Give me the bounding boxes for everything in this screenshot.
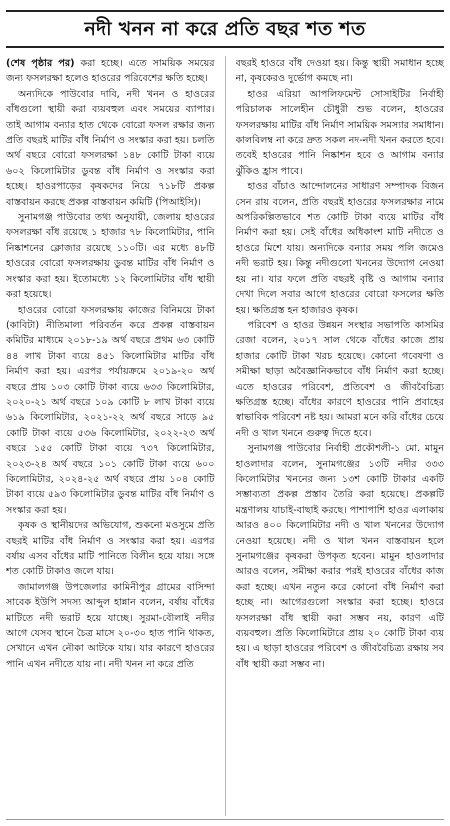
paragraph: সুনামগঞ্জ পাউবোর নির্বাহী প্রকৌশলী-১ মো. মামুন হাওলাদার বলেন, সুনামগঞ্জের ১৩টি নদীর ৩৩৩ কিলোমিটার খননের জন্য ১৩শ কোটি টাকার একটি সম্ভাব্যতা প্রকল্প প্রস্তাব তৈরি করা হয়েছে। প্রকল্পটি মন্ত্রণালয় যাচাই-বাছাই করছে। পাশাপাশি হাওর এলাকায় আরও ৪০০ কিলোমিটার নদী ও খাল খননের উদ্যোগ নেওয়া হয়েছে। নদী ও খাল খনন বাস্তবায়ন হলে সুনামগঞ্জের কৃষকরা উপকৃত হবেন। মামুন হাওলাদার আরও বলেন, সমীক্ষা করার পরই হাওরের বাঁধের কাজ করা হচ্ছে। এখন নতুন করে কোনো বাঁধ নির্মাণ করা হচ্ছে না। আগেরগুলো সংস্কার করা হচ্ছে। হাওরে ফসলরক্ষা বাঁধ স্থায়ী করা সম্ভব নয়, কারণ এটি ব্যয়বহুল। প্রতি কিলোমিটারে প্রায় ২০ কোটি টাকা ব্যয় হয়। এ ছাড়া হাওরের পরিবেশ ও জীববৈচিত্র্য রক্ষায় সব বাঁধ স্থায়ী করা সম্ভব না। xyxy=(235,443,444,670)
left-column xyxy=(6,56,215,816)
paragraph: হাওরের বোরো ফসলরক্ষায় কাজের বিনিময়ে টাকা (কাবিটা) নীতিমালা পরিবর্তন করে প্রকল্প বাস্তবায়ন কমিটির মাধ্যমে ২০১৮-১৯ অর্থ বছরে প্রথম ৬৩ কোটি ৪৪ লাখ টাকা ব্যয়ে ৪৫১ কিলোমিটার মাটির বাঁধ নির্মাণ করা হয়। এরপর পর্যায়ক্রমে ২০১৯-২০ অর্থ বছরে প্রায় ১০৩ কোটি টাকা ব্যয়ে ৬৩৩ কিলোমিটার, ২০২০-২১ অর্থ বছরে ১০৯ কোটি ৮ লাখ টাকা ব্যয়ে ৬১৯ কিলোমিটার, ২০২১-২২ অর্থ বছরে সাড়ে ৯৫ কোটি টাকা ব্যয়ে ৫৩৬ কিলোমিটার, ২০২২-২৩ অর্থ বছরে ১৫৫ কোটি টাকা ব্যয়ে ৭৩৭ কিলোমিটার, ২০২৩-২৪ অর্থ বছরে ১০১ কোটি টাকা ব্যয়ে ৬০০ কিলোমিটার, ২০২৪-২৫ অর্থ বছরে প্রায় ১০৪ কোটি টাকা ব্যয়ে ৫৯৩ কিলোমিটার ডুবন্ত মাটির বাঁধ নির্মাণ ও সংস্কার করা হয়। xyxy=(6,304,215,516)
continuation-label: (শেষ পৃষ্ঠার পর) xyxy=(6,58,75,69)
paragraph: হাওর বাঁচাও আন্দোলনের সাধারণ সম্পাদক বিজন সেন রায় বলেন, প্রতি বছরই হাওরের ফসলরক্ষার নামে অপরিকল্পিতভাবে শত কোটি টাকা ব্যয়ে মাটির বাঁধ নির্মাণ করা হয়। সেই বাঁধের অধিকাংশ মাটি নদীতে ও হাওরে মিশে যায়। অন্যদিকে বন্যার সময় পলি জমেও নদী ভরাট হয়। কিন্তু নদীগুলো খননের উদ্যোগ নেওয়া হয় না। যার ফলে প্রতি বছরই বৃষ্টি ও আগাম বন্যার দেখা দিলে সবার আগে হাওরের বোরো ফসলের ক্ষতি হয়। ক্ষতিগ্রস্ত হন হাজারও কৃষক। xyxy=(235,181,444,316)
headline: নদী খনন না করে প্রতি বছর শত শত xyxy=(6,10,444,48)
paragraph: হাওর এরিয়া আপলিফমেন্ট সোসাইটির নির্বাহী পরিচালক সালেহীন চৌধুরী শুভ বলেন, হাওরের ফসলরক্ষায় মাটির বাঁধ নির্মাণ সাময়িক সমস্যার সমাধান। কালবিলম্ব না করে দ্রুত সকল নদ-নদী খনন করতে হবে। তবেই হাওরের পানি নিষ্কাশন হবে ও আগাম বন্যার ঝুঁকিও হ্রাস পাবে। xyxy=(235,88,444,177)
paragraph: কৃষক ও স্থানীয়দের অভিযোগ, শুকনো মওসুমে প্রতি বছরই মাটির বাঁধ নির্মাণ ও সংস্কার করা হয়। এরপর বর্ষায় এসব বাঁধের মাটি পানিতে বিলীন হয়ে যায়। সঙ্গে শত কোটি টাকাও জলে যায়। xyxy=(6,520,215,578)
bottom-rule xyxy=(6,819,444,820)
paragraph: পরিবেশ ও হাওর উন্নয়ন সংস্থার সভাপতি কাসমির রেজা বলেন, ২০১৭ সাল থেকে বাঁধের কাজে প্রায় হাজার কোটি টাকা খরচ হয়েছে। কোনো গবেষণা ও সমীক্ষা ছাড়া অবৈজ্ঞানিকভাবে বাঁধ নির্মাণ করা হচ্ছে। এতে হাওরের পরিবেশ, প্রতিবেশ ও জীববৈচিত্র্য ক্ষতিগ্রস্ত হচ্ছে। বাঁধের কারণে হাওরের পানি প্রবাহের স্বাভাবিক পরিবেশ নষ্ট হয়। আমরা মনে করি বাঁধের চেয়ে নদী ও খাল খননে গুরুত্ব দিতে হবে। xyxy=(235,319,444,439)
paragraph: সুনামগঞ্জ পাউবোর তথ্য অনুযায়ী, জেলায় হাওরের ফসলরক্ষা বাঁধ রয়েছে ১ হাজার ৭৮ কিলোমিটার, পানি নিষ্কাশনের ক্লোজার রয়েছে ১১০টি। এর মধ্যে ৪৮টি হাওরের বোরো ফসলরক্ষায় ডুবন্ত মাটির বাঁধ নির্মাণ ও সংস্কার করা হয়। ইতোমধ্যে ১২ কিলোমিটার বাঁধ স্থায়ী করা হয়েছে। xyxy=(6,212,215,301)
paragraph: জামালগঞ্জ উপজেলার কামিনীপুর গ্রামের বাসিন্দা সাবেক ইউপি সদস্য আব্দুল হান্নান বলেন, বর্ষায় বাঁধের মাটিতে নদী ভরাট হয়ে যাচ্ছে। সুরমা-বৌলাই নদীর আগে যেসব স্থানে চৈত্র মাসে ২০-৩০ হাত পানি থাকত, সেখানে এখন নৌকা আটকে যায়। যার কারণে হাওরের পানি এখন নদীতে যায় না। নদী খনন না করে প্রতি xyxy=(6,581,215,670)
paragraph: বছরই হাওরে বাঁধ দেওয়া হয়। কিন্তু স্থায়ী সমাধান হচ্ছে না, কৃষকেরও দুর্ভোগ কমছে না। xyxy=(235,58,444,85)
paragraph: অন্যদিকে পাউবোর দাবি, নদী খনন ও হাওরের বাঁধগুলো স্থায়ী করা ব্যয়বহুল এবং সময়ের ব্যাপার। তাই আগাম বন্যার হাত থেকে বোরো ফসল রক্ষার জন্য প্রতি বছরই মাটির বাঁধ নির্মাণ ও সংস্কার করা হয়। চলতি অর্থ বছরে বোরো ফসলরক্ষা ১৪৮ কোটি টাকা ব্যয়ে ৬০২ কিলোমিটার ডুবন্ত বাঁধ নির্মাণ ও সংস্কার করা হচ্ছে। হাওরপাড়ের কৃষকদের নিয়ে ৭১৮টি প্রকল্প বাস্তবায়ন করছে প্রকল্প বাস্তবায়ন কমিটি (পিআইসি)। xyxy=(6,88,215,208)
right-column xyxy=(236,56,445,816)
article-body xyxy=(6,56,444,816)
column-divider xyxy=(225,56,226,816)
paragraph-text: করা হচ্ছে। এতে সাময়িক সময়ের জন্য ফসলরক্ষা হলেও হাওরের পরিবেশের ক্ষতি হচ্ছে। xyxy=(6,58,215,85)
paragraph xyxy=(6,56,215,87)
